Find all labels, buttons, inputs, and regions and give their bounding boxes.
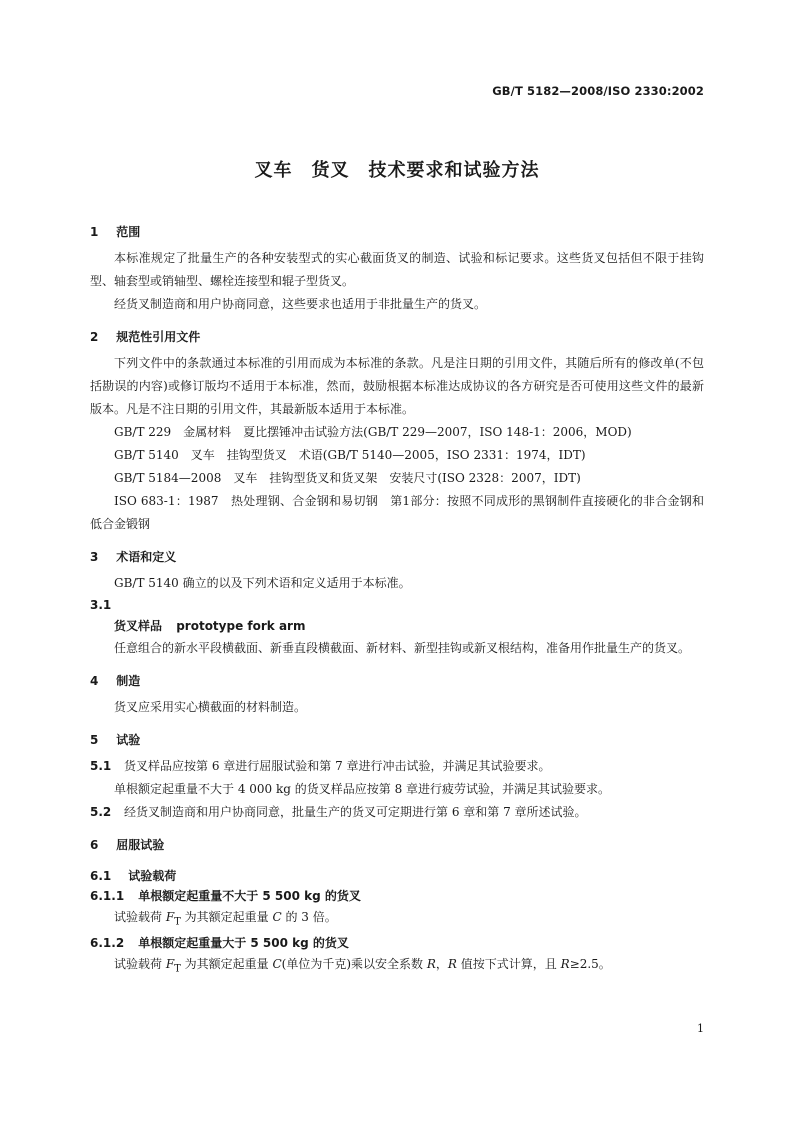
reference-item: GB/T 5140 叉车 挂钩型货叉 术语(GB/T 5140—2005，ISO 2331：1974，IDT) bbox=[114, 448, 586, 462]
subsection-6-1-1-heading bbox=[90, 886, 704, 906]
section-2-heading bbox=[90, 327, 704, 347]
subsection-6-1-2-heading bbox=[90, 933, 704, 953]
subsection-title: 单根额定起重量不大于 5 500 kg 的货叉 bbox=[138, 889, 361, 903]
clause-number: 5.1 bbox=[90, 759, 112, 773]
scope-paragraph-1: 本标准规定了批量生产的各种安装型式的实心截面货叉的制造、试验和标记要求。这些货叉包括但不限于挂钩型、轴套型或销轴型、螺栓连接型和辊子型货叉。 bbox=[90, 251, 704, 288]
normative-refs-intro: 下列文件中的条款通过本标准的引用而成为本标准的条款。凡是注日期的引用文件，其随后所有的修改单(不包括勘误的内容)或修订版均不适用于本标准，然而，鼓励根据本标准达成协议的各方研究是否可使用这些文件的最新版本。凡是不注日期的引用文件，其最新版本适用于本标准。 bbox=[90, 356, 704, 416]
manufacture-paragraph: 货叉应采用实心横截面的材料制造。 bbox=[114, 700, 307, 714]
section-title: 术语和定义 bbox=[116, 550, 177, 564]
section-5-heading bbox=[90, 730, 704, 750]
section-6-heading bbox=[90, 835, 704, 855]
section-number: 1 bbox=[90, 225, 99, 239]
section-number: 6 bbox=[90, 838, 99, 852]
subsection-number: 3.1 bbox=[90, 598, 112, 612]
clause-text: 经货叉制造商和用户协商同意，批量生产的货叉可定期进行第 6 章和第 7 章所述试验。 bbox=[124, 805, 587, 819]
section-number: 2 bbox=[90, 330, 99, 344]
standard-number: GB/T 5182—2008/ISO 2330:2002 bbox=[492, 84, 704, 98]
subsection-number: 6.1 bbox=[90, 869, 112, 883]
term-definition: 任意组合的新水平段横截面、新垂直段横截面、新材料、新型挂钩或新叉根结构，准备用作批量生产的货叉。 bbox=[114, 641, 691, 655]
reference-item: ISO 683-1：1987 热处理钢、合金钢和易切钢 第1部分：按照不同成形的黑钢制件直接硬化的非合金钢和低合金锻钢 bbox=[90, 494, 704, 531]
clause-text: 货叉样品应按第 6 章进行屈服试验和第 7 章进行冲击试验，并满足其试验要求。 bbox=[124, 759, 551, 773]
subsection-title: 单根额定起重量大于 5 500 kg 的货叉 bbox=[138, 936, 349, 951]
section-number: 4 bbox=[90, 674, 99, 688]
term-chinese: 货叉样品 bbox=[114, 619, 163, 633]
clause-number: 5.2 bbox=[90, 805, 112, 819]
terms-intro: GB/T 5140 确立的以及下列术语和定义适用于本标准。 bbox=[114, 576, 411, 590]
clause-5-1-paragraph-2: 单根额定起重量不大于 4 000 kg 的货叉样品应按第 8 章进行疲劳试验，并满足其试验要求。 bbox=[114, 782, 611, 796]
reference-item: GB/T 229 金属材料 夏比摆锤冲击试验方法(GB/T 229—2007，ISO 148-1：2006，MOD) bbox=[114, 425, 632, 439]
subsection-3-1-number bbox=[90, 595, 704, 615]
section-title: 范围 bbox=[116, 225, 141, 239]
section-1-heading bbox=[90, 222, 704, 242]
clause-6-1-1-text: 试验载荷 $F_T$ 为其额定起重量 C 的 3 倍。 bbox=[114, 910, 337, 928]
subsection-number: 6.1.2 bbox=[90, 936, 125, 951]
term-english: prototype fork arm bbox=[176, 619, 306, 633]
section-title: 制造 bbox=[116, 674, 141, 688]
term-title bbox=[90, 615, 704, 637]
section-4-heading bbox=[90, 671, 704, 691]
subsection-number: 6.1.1 bbox=[90, 889, 125, 903]
subsection-6-1-heading bbox=[90, 866, 704, 886]
section-3-heading bbox=[90, 547, 704, 567]
scope-paragraph-2: 经货叉制造商和用户协商同意，这些要求也适用于非批量生产的货叉。 bbox=[114, 297, 487, 311]
section-number: 3 bbox=[90, 550, 99, 564]
clause-5-2 bbox=[90, 801, 704, 824]
section-number: 5 bbox=[90, 733, 99, 747]
page-number: 1 bbox=[697, 1022, 704, 1035]
section-title: 试验 bbox=[116, 733, 141, 747]
reference-item: GB/T 5184—2008 叉车 挂钩型货叉和货叉架 安装尺寸(ISO 2328：2007，IDT) bbox=[114, 471, 581, 485]
subsection-title: 试验载荷 bbox=[128, 869, 177, 883]
section-title: 规范性引用文件 bbox=[116, 330, 201, 344]
clause-6-1-2-text: 试验载荷 $F_T$ 为其额定起重量 C(单位为千克)乘以安全系数 R，R 值按下式计算，且 R≥2.5。 bbox=[114, 957, 611, 975]
document-body bbox=[90, 222, 704, 981]
document-title: 叉车 货叉 技术要求和试验方法 bbox=[254, 160, 540, 181]
section-title: 屈服试验 bbox=[116, 838, 165, 852]
clause-5-1 bbox=[90, 755, 704, 778]
